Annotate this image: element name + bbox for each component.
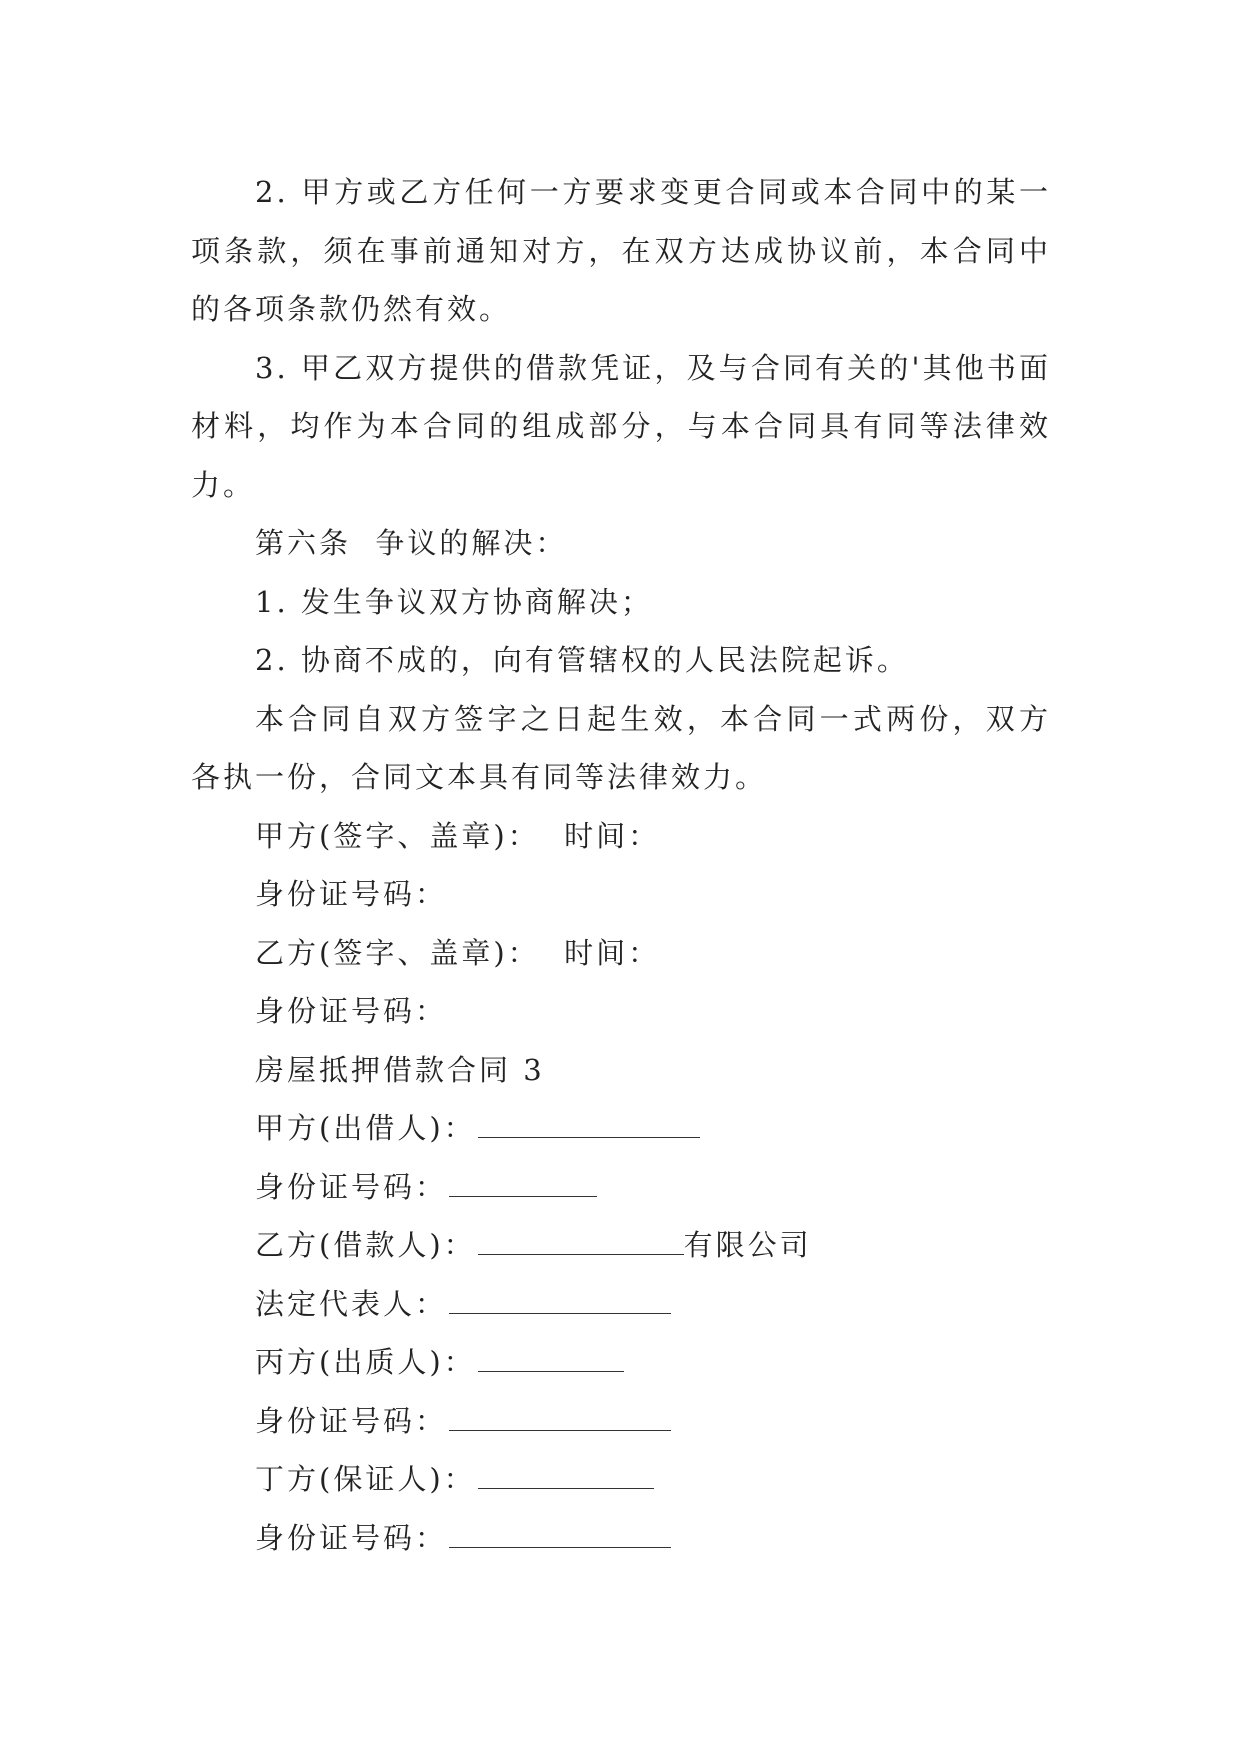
lender-id-blank: [449, 1174, 597, 1197]
borrower-label: 乙方(借款人)：: [255, 1228, 476, 1262]
borrower-suffix: 有限公司: [683, 1228, 812, 1262]
article-6-heading: 第六条 争议的解决：: [255, 526, 568, 560]
party-a-id-line: 身份证号码：: [255, 877, 448, 911]
party-b-id-line: 身份证号码：: [255, 994, 448, 1028]
legal-rep-field: [191, 1275, 1051, 1334]
document-body: [191, 163, 1051, 1567]
lender-blank: [478, 1115, 700, 1138]
pledgor-blank: [478, 1349, 624, 1372]
lender-id-field: [191, 1158, 1051, 1217]
guarantor-label: 丁方(保证人)：: [255, 1462, 476, 1496]
pledgor-field: [191, 1333, 1051, 1392]
lender-id-label: 身份证号码：: [255, 1169, 448, 1204]
clause-2-change-terms: 2. 甲方或乙方任何一方要求变更合同或本合同中的某一项条款，须在事前通知对方，在双方达成协议前，本合同中的各项条款仍然有效。: [191, 175, 1051, 326]
pledgor-id-blank: [449, 1408, 671, 1431]
effectiveness-clause: 本合同自双方签字之日起生效，本合同一式两份，双方各执一份，合同文本具有同等法律效力。: [191, 701, 1051, 794]
guarantor-blank: [478, 1466, 654, 1489]
guarantor-field: [191, 1450, 1051, 1509]
lender-field: [191, 1099, 1051, 1158]
guarantor-id-label: 身份证号码：: [255, 1520, 448, 1555]
guarantor-id-blank: [449, 1525, 671, 1548]
lender-label: 甲方(出借人)：: [255, 1111, 476, 1145]
party-b-signature-line: 乙方(签字、盖章)： 时间：: [255, 935, 661, 970]
dispute-item-2: 2. 协商不成的，向有管辖权的人民法院起诉。: [255, 643, 909, 677]
party-a-signature-line: 甲方(签字、盖章)： 时间：: [255, 818, 661, 853]
pledgor-id-label: 身份证号码：: [255, 1403, 448, 1438]
pledgor-id-field: [191, 1392, 1051, 1451]
pledgor-label: 丙方(出质人)：: [255, 1345, 476, 1379]
clause-3-supporting-materials: 3. 甲乙双方提供的借款凭证，及与合同有关的'其他书面材料，均作为本合同的组成部分，与本合同具有同等法律效力。: [191, 350, 1051, 502]
legal-rep-label: 法定代表人：: [255, 1286, 448, 1321]
borrower-blank: [478, 1232, 684, 1255]
borrower-field: [191, 1216, 1051, 1275]
dispute-item-1: 1. 发生争议双方协商解决；: [255, 584, 653, 619]
legal-rep-blank: [449, 1291, 671, 1314]
guarantor-id-field: [191, 1509, 1051, 1568]
contract-title: 房屋抵押借款合同 3: [255, 1052, 545, 1087]
